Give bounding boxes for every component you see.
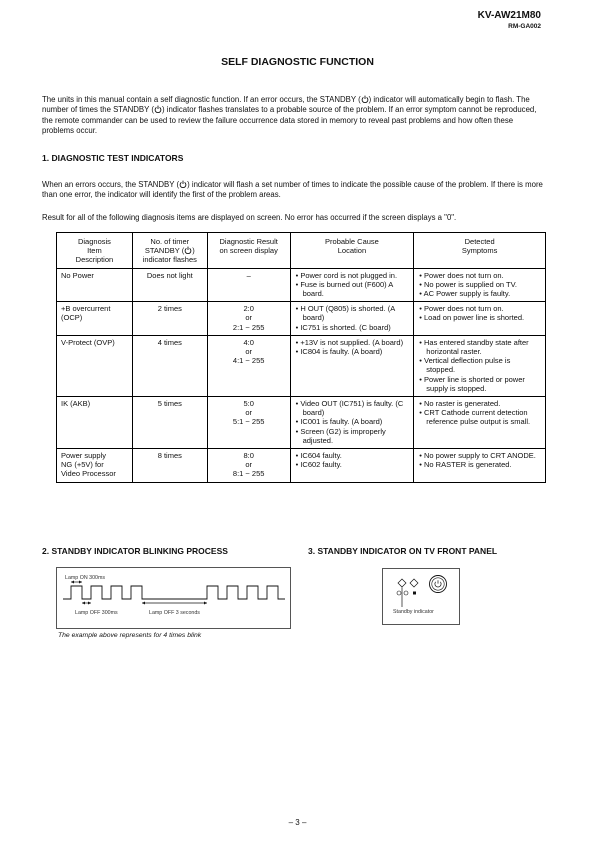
bullet: • [295, 270, 301, 280]
symptom-item-text: Power line is shorted or power supply is stopped. [424, 374, 525, 393]
screen-display-text: 2:0 [243, 304, 254, 314]
cause-item-text: IC001 is faulty. (A board) [300, 417, 383, 427]
cell-flash-count [132, 449, 207, 483]
diagnosis-item-text: IK (AKB) [61, 399, 91, 409]
front-panel-diagram [382, 568, 460, 625]
lamp-on-label: Lamp ON 300ms [65, 575, 106, 581]
symptom-item [418, 460, 541, 469]
table-header-row [57, 233, 546, 269]
bullet: • [295, 426, 301, 436]
symptom-item [418, 289, 541, 298]
page-number: – 3 – [288, 818, 307, 827]
standby-symbol-icon [397, 591, 401, 595]
bullet: • [295, 451, 301, 461]
screen-display-text: 8:0 [243, 451, 254, 461]
cause-item [295, 304, 410, 322]
symptom-item [418, 338, 541, 356]
screen-display-text: or [245, 408, 252, 418]
diagnosis-item-text: Power supply [61, 451, 107, 461]
bullet: • [419, 374, 425, 384]
cause-item-list [295, 451, 410, 469]
cause-item-text: Power cord is not plugged in. [300, 270, 398, 280]
cell-screen-display [207, 449, 290, 483]
lamp-off-short-label: Lamp OFF 300ms [75, 610, 118, 616]
symptom-item [418, 399, 541, 408]
screen-display-text: 5:0 [243, 399, 254, 409]
blink-diagram [56, 567, 291, 629]
symptom-item-text: Has entered standby state after horizontal raster. [424, 337, 529, 357]
cell-flash-count [132, 335, 207, 396]
header-text: Item [87, 246, 102, 256]
cause-item [295, 338, 410, 347]
header-text: Location [337, 246, 367, 256]
header-diagnosis-item [57, 233, 133, 269]
cause-item [295, 427, 410, 445]
cause-item-text: IC751 is shorted. (C board) [300, 322, 391, 332]
header-screen-display [207, 233, 290, 269]
header-probable-cause [290, 233, 414, 269]
screen-display-text: 4:1 ~ 255 [232, 356, 265, 366]
screen-display-text: – [246, 270, 251, 280]
cause-item [295, 417, 410, 426]
cell-screen-display [207, 268, 290, 302]
cause-item-list [295, 304, 410, 332]
cell-probable-cause [290, 335, 414, 396]
picture-off-icon [413, 592, 416, 595]
cell-flash-count [132, 268, 207, 302]
cause-item-text: Fuse is burned out (F600) A board. [300, 279, 393, 299]
bullet: • [419, 399, 425, 409]
flash-count-text: 8 times [157, 451, 182, 461]
screen-display-text: 5:1 ~ 255 [232, 417, 265, 427]
flash-count-text: 4 times [157, 337, 182, 347]
header-text: Symptoms [461, 246, 498, 256]
symptom-item [418, 408, 541, 426]
symptom-item-list [418, 304, 541, 322]
symptom-item-text: No raster is generated. [424, 399, 501, 409]
section3-heading: 3. STANDBY INDICATOR ON TV FRONT PANEL [308, 546, 498, 556]
diagnostic-table [56, 232, 546, 483]
cell-diagnosis-item [57, 302, 133, 336]
cause-item [295, 280, 410, 298]
bullet: • [419, 337, 425, 347]
header-symptoms [414, 233, 546, 269]
symptom-item [418, 451, 541, 460]
bullet: • [295, 347, 301, 357]
cause-item-list [295, 271, 410, 299]
symptom-item-list [418, 338, 541, 393]
symptom-item-text: No power is supplied on TV. [424, 279, 517, 289]
cell-flash-count [132, 302, 207, 336]
cell-probable-cause [290, 268, 414, 302]
page-title: SELF DIAGNOSTIC FUNCTION [221, 56, 374, 68]
header-text: STANDBY ( ) [144, 246, 195, 256]
symptom-item-text: Power does not turn on. [424, 304, 504, 314]
symptom-item-text: Vertical deflection pulse is stopped. [424, 356, 511, 375]
flash-count-text: Does not light [146, 270, 193, 280]
indicator-diamond-icon [398, 579, 406, 587]
symptom-item-text: Load on power line is shorted. [424, 313, 525, 323]
bullet: • [295, 399, 301, 409]
cell-symptoms [414, 397, 546, 449]
header-text: Description [75, 255, 114, 265]
symptom-item-text: CRT Cathode current detection reference pulse output is small. [424, 408, 531, 427]
header-text: on screen display [219, 246, 278, 256]
cell-diagnosis-item [57, 397, 133, 449]
symptom-item-list [418, 451, 541, 469]
diagnosis-item-text: No Power [61, 270, 94, 280]
cell-flash-count [132, 397, 207, 449]
section2-heading: 2. STANDBY INDICATOR BLINKING PROCESS [42, 546, 228, 556]
blink-note: The example above represents for 4 times blink [58, 632, 202, 639]
table-row [57, 268, 546, 302]
symptom-item [418, 356, 541, 374]
screen-display-text: 4:0 [243, 337, 254, 347]
symptom-item [418, 313, 541, 322]
standby-indicator-label: Standby indicator [393, 609, 434, 615]
cell-screen-display [207, 397, 290, 449]
cell-diagnosis-item [57, 268, 133, 302]
diagnosis-item-text: V-Protect (OVP) [61, 337, 115, 347]
symptom-item-text: AC Power supply is faulty. [423, 289, 511, 299]
header-text: Detected [464, 237, 495, 246]
bullet: • [419, 408, 425, 418]
diagnosis-item-text: +B overcurrent [61, 304, 111, 314]
bullet: • [295, 460, 301, 470]
cause-item-list [295, 399, 410, 445]
cause-item-text: +13V is not supplied. (A board) [300, 337, 404, 347]
table-row [57, 397, 546, 449]
section1-heading: 1. DIAGNOSTIC TEST INDICATORS [42, 153, 184, 163]
bullet: • [419, 270, 425, 280]
cell-symptoms [414, 335, 546, 396]
section1-paragraph: When an errors occurs, the STANDBY ( ) indicator will flash a set number of times to indicate the possible cause of the problem. If there is more than one error, the indicator will identify the first of the problem areas. [42, 180, 543, 200]
front-panel-drawing [383, 569, 459, 624]
bullet: • [295, 337, 301, 347]
screen-display-text: 2:1 ~ 255 [232, 322, 265, 332]
cell-diagnosis-item [57, 335, 133, 396]
timer-symbol-icon [404, 591, 408, 595]
section1-result-note: Result for all of the following diagnosis items are displayed on screen. No error has occurred if the screen displays a "0". [42, 213, 457, 222]
header-text: indicator flashes [142, 255, 197, 265]
lamp-off-long-label: Lamp OFF 3 seconds [149, 610, 200, 616]
symptom-item [418, 375, 541, 393]
flash-count-text: 2 times [157, 304, 182, 314]
cell-diagnosis-item [57, 449, 133, 483]
cell-screen-display [207, 335, 290, 396]
bullet: • [419, 279, 425, 289]
diagnosis-item-text: (OCP) [61, 313, 83, 323]
symptom-item-text: No RASTER is generated. [424, 460, 512, 470]
screen-display-text: 8:1 ~ 255 [232, 469, 265, 479]
table-row [57, 335, 546, 396]
symptom-item-text: Power does not turn on. [424, 270, 504, 280]
cause-item-list [295, 338, 410, 356]
cause-item-text: IC604 faulty. [300, 451, 342, 461]
standby-power-icon [361, 95, 369, 103]
symptom-item [418, 280, 541, 289]
symptom-item-list [418, 271, 541, 299]
bullet: • [419, 313, 425, 323]
cell-screen-display [207, 302, 290, 336]
table-row [57, 302, 546, 336]
cause-item [295, 271, 410, 280]
header-text: Probable Cause [325, 237, 379, 246]
bullet: • [419, 304, 425, 314]
cell-probable-cause [290, 302, 414, 336]
cell-symptoms [414, 302, 546, 336]
bullet: • [295, 279, 301, 289]
bullet: • [419, 460, 425, 470]
header-text: Diagnosis [77, 237, 111, 246]
header-flashes [132, 233, 207, 269]
blink-waveform [57, 568, 290, 628]
diagnosis-item-text: Video Processor [61, 469, 116, 479]
symptom-item [418, 304, 541, 313]
bullet: • [295, 304, 301, 314]
bullet: • [419, 451, 425, 461]
cause-item-text: Video OUT (IC751) is faulty. (C board) [300, 399, 404, 418]
indicator-diamond-icon [410, 579, 418, 587]
standby-power-icon [154, 105, 162, 113]
cause-item-text: IC602 faulty. [300, 460, 342, 470]
flash-count-text: 5 times [157, 399, 182, 409]
symptom-item-list [418, 399, 541, 427]
cause-item-text: Screen (G2) is improperly adjusted. [300, 426, 386, 445]
cause-item [295, 460, 410, 469]
cause-item [295, 323, 410, 332]
power-button-icon [430, 576, 447, 593]
standby-power-icon [184, 246, 192, 254]
cell-symptoms [414, 449, 546, 483]
header-text: Diagnostic Result [219, 237, 278, 246]
cause-item-text: IC804 is faulty. (A board) [300, 347, 383, 357]
standby-power-icon [179, 180, 187, 188]
cell-probable-cause [290, 397, 414, 449]
cause-item [295, 399, 410, 417]
bullet: • [419, 356, 425, 366]
bullet: • [295, 417, 301, 427]
page-header [478, 10, 541, 31]
model-number: KV-AW21M80 [477, 10, 541, 21]
symptom-item-text: No power supply to CRT ANODE. [424, 451, 536, 461]
cause-item-text: H OUT (Q805) is shorted. (A board) [300, 304, 395, 323]
diagnosis-item-text: NG (+5V) for [61, 460, 104, 470]
header-text: No. of timer [150, 237, 190, 246]
cause-item [295, 451, 410, 460]
cell-symptoms [414, 268, 546, 302]
cell-probable-cause [290, 449, 414, 483]
remote-model: RM-GA002 [508, 23, 541, 30]
cause-item [295, 347, 410, 356]
screen-display-text: or [245, 313, 252, 323]
bullet: • [419, 289, 424, 299]
symptom-item [418, 271, 541, 280]
screen-display-text: or [245, 347, 252, 357]
bullet: • [295, 322, 301, 332]
intro-paragraph: The units in this manual contain a self diagnostic function. If an error occurs, the STANDBY ( ) indicator will automatically begin to flash. The number of times the STANDBY ( ) indicator flashes translates to a probable source of the problem. If an error symptom cannot be reproduced, the remote commander can be used to review the failure occurrence data stored in memory to reveal past problems and how often these problems occur. [42, 95, 537, 135]
table-row [57, 449, 546, 483]
screen-display-text: or [245, 460, 252, 470]
